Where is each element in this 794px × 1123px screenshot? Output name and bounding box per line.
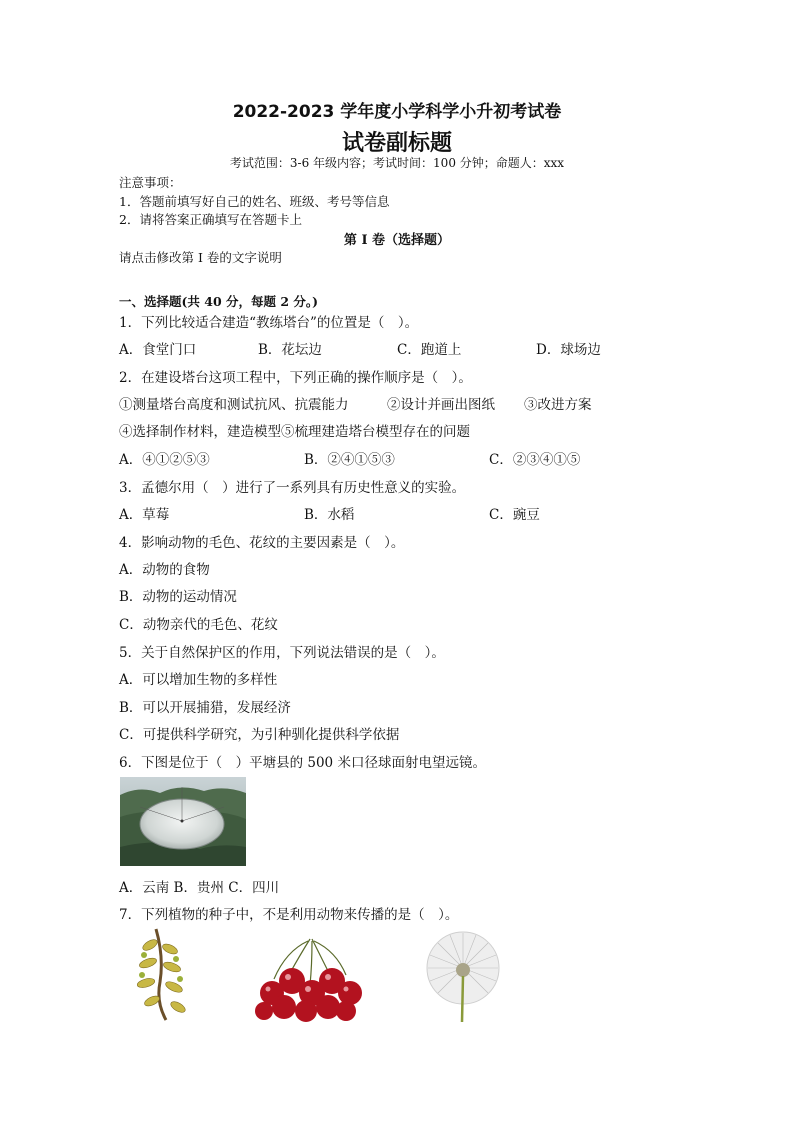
question-4-option-c: C．动物亲代的毛色、花纹 bbox=[119, 617, 278, 633]
question-4-option-a: A．动物的食物 bbox=[119, 562, 210, 578]
question-6-options: A．云南 B．贵州 C．四川 bbox=[119, 880, 280, 896]
question-2-step-2: ②设计并画出图纸 bbox=[387, 397, 495, 413]
dandelion-image bbox=[418, 930, 508, 1022]
question-2-option-b: B．②④①⑤③ bbox=[304, 452, 395, 468]
section-desc: 请点击修改第 I 卷的文字说明 bbox=[119, 250, 282, 265]
notes-item-2: 2．请将答案正确填写在答题卡上 bbox=[119, 212, 302, 227]
question-7-stem: 7．下列植物的种子中，不是利用动物来传播的是（ ）。 bbox=[119, 907, 459, 923]
section-title: 第 I 卷（选择题） bbox=[343, 233, 451, 248]
question-3-option-b: B．水稻 bbox=[304, 507, 355, 523]
part-heading: 一、选择题(共 40 分，每题 2 分。) bbox=[119, 294, 319, 309]
exam-info: 考试范围：3-6 年级内容；考试时间：100 分钟；命题人：xxx bbox=[229, 156, 565, 170]
question-2-option-c: C．②③④①⑤ bbox=[489, 452, 581, 468]
burr-plant-image bbox=[126, 927, 206, 1022]
question-5-option-c: C．可提供科学研究，为引种驯化提供科学依据 bbox=[119, 727, 400, 743]
question-1-option-c: C．跑道上 bbox=[397, 342, 462, 358]
question-4-stem: 4．影响动物的毛色、花纹的主要因素是（ ）。 bbox=[119, 535, 405, 551]
question-2-step-1: ①测量塔台高度和测试抗风、抗震能力 bbox=[119, 397, 349, 413]
question-2-stem: 2．在建设塔台这项工程中，下列正确的操作顺序是（ ）。 bbox=[119, 370, 472, 386]
question-5-stem: 5．关于自然保护区的作用，下列说法错误的是（ ）。 bbox=[119, 645, 445, 661]
exam-subtitle: 试卷副标题 bbox=[341, 131, 452, 156]
question-2-step-4: ④选择制作材料，建造模型⑤梳理建造塔台模型存在的问题 bbox=[119, 424, 470, 440]
question-1-option-b: B．花坛边 bbox=[258, 342, 322, 358]
question-6-stem: 6．下图是位于（ ）平塘县的 500 米口径球面射电望远镜。 bbox=[119, 755, 486, 771]
cherries-image bbox=[250, 935, 374, 1023]
question-5-option-b: B．可以开展捕猎，发展经济 bbox=[119, 700, 291, 716]
question-3-option-c: C．豌豆 bbox=[489, 507, 540, 523]
radio-telescope-image bbox=[120, 777, 246, 866]
question-2-step-3: ③改进方案 bbox=[524, 397, 592, 413]
notes-heading: 注意事项： bbox=[119, 175, 182, 190]
exam-title: 2022-2023 学年度小学科学小升初考试卷 bbox=[232, 102, 562, 122]
question-4-option-b: B．动物的运动情况 bbox=[119, 589, 237, 605]
question-5-option-a: A．可以增加生物的多样性 bbox=[119, 672, 278, 688]
question-1-option-d: D．球场边 bbox=[536, 342, 601, 358]
notes-item-1: 1．答题前填写好自己的姓名、班级、考号等信息 bbox=[119, 194, 390, 209]
question-2-option-a: A．④①②⑤③ bbox=[119, 452, 210, 468]
question-1-option-a: A．食堂门口 bbox=[119, 342, 197, 358]
question-3-stem: 3．孟德尔用（ ）进行了一系列具有历史性意义的实验。 bbox=[119, 480, 466, 496]
question-1-stem: 1．下列比较适合建造“教练塔台”的位置是（ ）。 bbox=[119, 315, 419, 331]
question-3-option-a: A．草莓 bbox=[119, 507, 170, 523]
